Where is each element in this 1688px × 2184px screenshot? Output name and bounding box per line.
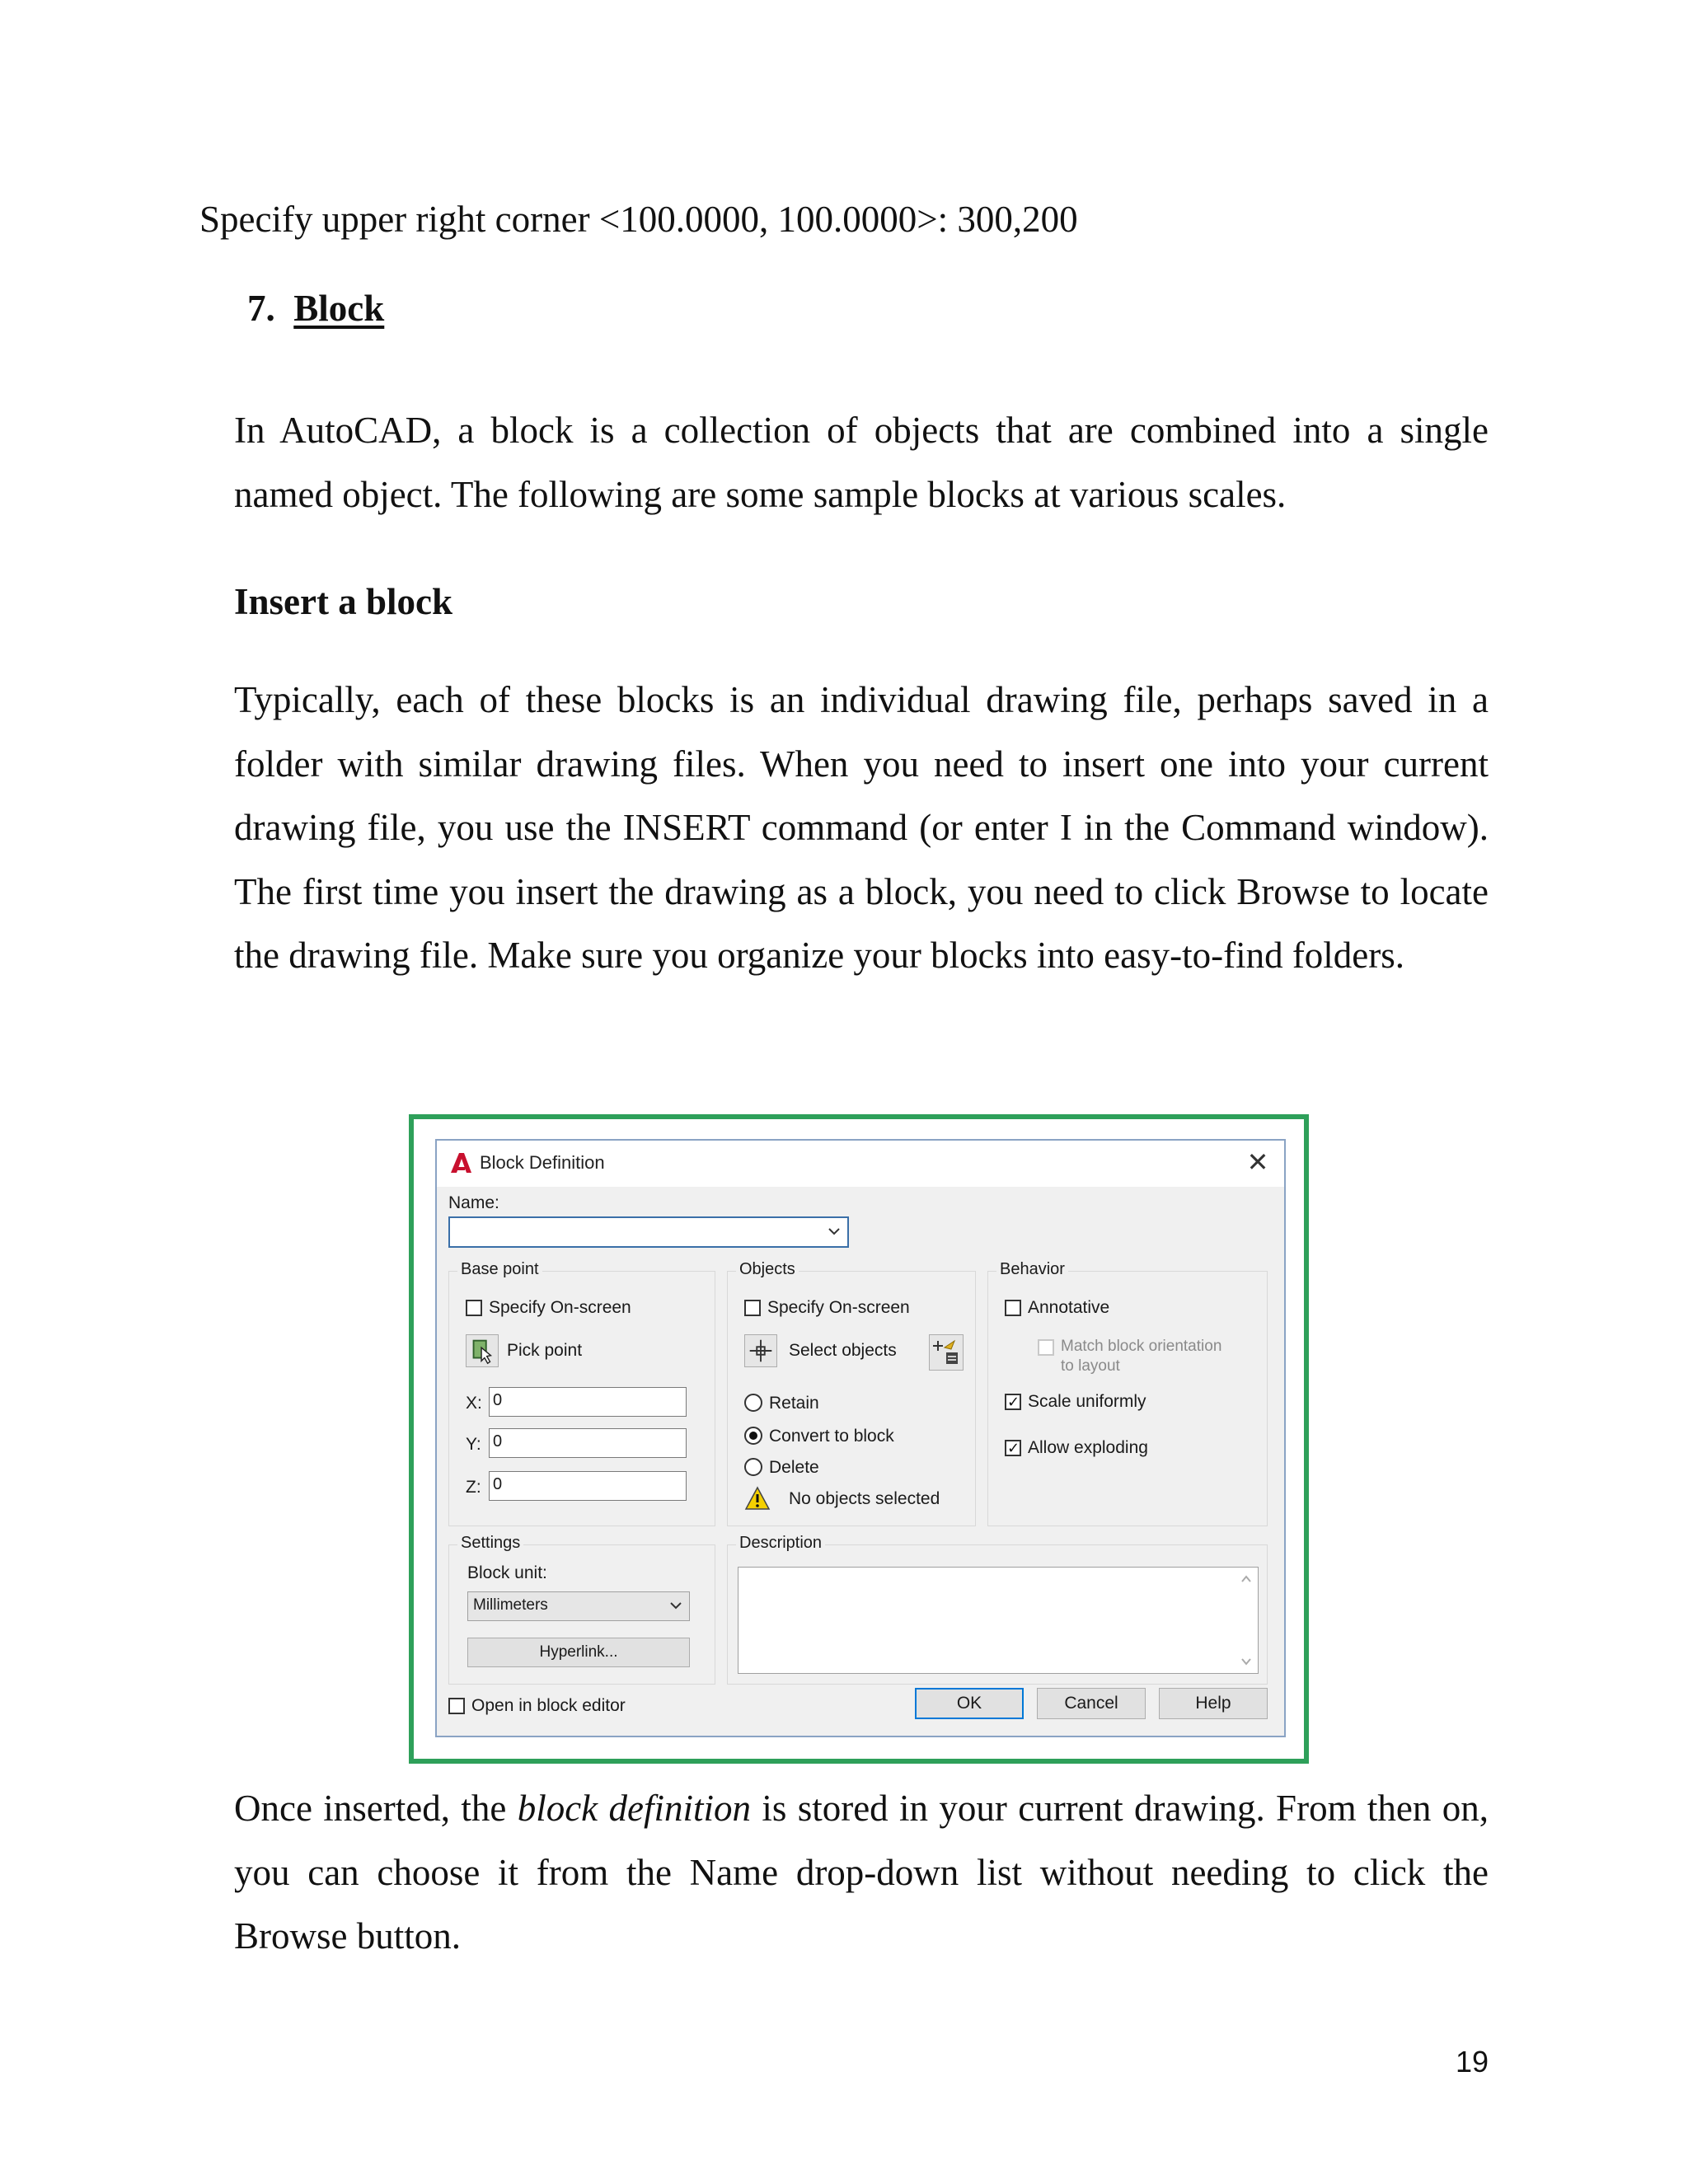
convert-to-block-radio[interactable] xyxy=(744,1427,762,1445)
hyperlink-button[interactable]: Hyperlink... xyxy=(467,1638,690,1667)
convert-to-block-label: Convert to block xyxy=(769,1427,894,1446)
match-orientation-label-2: to layout xyxy=(1061,1357,1120,1375)
delete-label: Delete xyxy=(769,1458,819,1477)
delete-radio[interactable] xyxy=(744,1458,762,1476)
closing-paragraph xyxy=(234,1777,1489,1969)
command-line-text: Specify upper right corner <100.0000, 100.0000>: 300,200 xyxy=(199,199,1078,240)
section-number: 7. xyxy=(247,288,275,329)
base-specify-onscreen-checkbox[interactable] xyxy=(466,1300,482,1316)
pick-point-label: Pick point xyxy=(507,1341,583,1360)
closing-text-2: is stored in your current drawing. From then on, you can choose it from the Name drop-down list without needing to click the Browse button. xyxy=(234,1788,1489,1957)
name-combobox[interactable] xyxy=(448,1216,849,1248)
scroll-down-icon[interactable] xyxy=(1240,1655,1253,1668)
quick-select-icon xyxy=(930,1335,963,1370)
insert-paragraph: Typically, each of these blocks is an individual drawing file, perhaps saved in a folder with similar drawing files. When you need to insert one into your current drawing file, you use the INSERT command (or enter I in the Command window). The first time you insert the drawing as a block, you need to click Browse to locate the drawing file. Make sure you organize your blocks into easy-to-find folders. xyxy=(234,679,1489,976)
retain-label: Retain xyxy=(769,1394,819,1413)
base-point-group xyxy=(448,1260,715,1526)
retain-radio[interactable] xyxy=(744,1394,762,1412)
x-input[interactable]: 0 xyxy=(489,1387,687,1417)
pick-point-button[interactable] xyxy=(466,1334,499,1367)
objects-group xyxy=(727,1260,976,1526)
annotative-checkbox[interactable] xyxy=(1005,1300,1021,1316)
autocad-logo-icon xyxy=(448,1151,473,1175)
pick-point-icon xyxy=(467,1335,498,1366)
description-title: Description xyxy=(736,1534,825,1553)
description-textarea[interactable] xyxy=(738,1567,1259,1674)
open-in-editor-label: Open in block editor xyxy=(471,1696,626,1715)
dialog-titlebar xyxy=(437,1141,1284,1187)
y-label: Y: xyxy=(466,1435,481,1454)
z-label: Z: xyxy=(466,1478,481,1497)
quick-select-button[interactable] xyxy=(929,1334,964,1371)
z-input[interactable]: 0 xyxy=(489,1471,687,1501)
y-input[interactable]: 0 xyxy=(489,1428,687,1458)
allow-exploding-label: Allow exploding xyxy=(1028,1438,1148,1457)
open-in-editor-checkbox[interactable] xyxy=(448,1698,465,1714)
match-orientation-checkbox xyxy=(1038,1339,1054,1356)
close-icon: ✕ xyxy=(1246,1147,1269,1177)
base-specify-onscreen-label: Specify On-screen xyxy=(489,1298,631,1317)
dialog-screenshot-frame xyxy=(409,1114,1309,1764)
settings-title: Settings xyxy=(457,1534,523,1553)
block-unit-value: Millimeters xyxy=(473,1596,548,1614)
crosshair-icon xyxy=(745,1335,776,1366)
page-number: 19 xyxy=(1455,2045,1489,2079)
cancel-button[interactable]: Cancel xyxy=(1037,1688,1146,1719)
base-point-title: Base point xyxy=(457,1260,542,1279)
match-orientation-label: Match block orientation xyxy=(1061,1338,1222,1355)
behavior-group xyxy=(987,1260,1268,1526)
section-heading xyxy=(247,284,384,333)
closing-text-italic: block definition xyxy=(517,1788,751,1829)
help-button[interactable]: Help xyxy=(1159,1688,1268,1719)
select-objects-label: Select objects xyxy=(789,1341,897,1360)
ok-button[interactable]: OK xyxy=(915,1688,1024,1719)
intro-paragraph: In AutoCAD, a block is a collection of objects that are combined into a single named object. The following are some sample blocks at various scales. xyxy=(234,410,1489,515)
annotative-label: Annotative xyxy=(1028,1298,1110,1317)
subheading-insert-block: Insert a block xyxy=(234,581,453,622)
settings-group xyxy=(448,1534,715,1685)
chevron-down-icon xyxy=(826,1223,842,1240)
select-objects-button[interactable] xyxy=(744,1334,777,1367)
scroll-up-icon[interactable] xyxy=(1240,1572,1253,1586)
objects-specify-onscreen-label: Specify On-screen xyxy=(767,1298,910,1317)
scale-uniformly-label: Scale uniformly xyxy=(1028,1392,1146,1411)
close-button[interactable] xyxy=(1241,1146,1274,1179)
closing-text-1: Once inserted, the xyxy=(234,1788,518,1829)
x-label: X: xyxy=(466,1394,482,1413)
warning-icon xyxy=(744,1486,771,1511)
objects-title: Objects xyxy=(736,1260,799,1279)
dialog-title: Block Definition xyxy=(480,1152,605,1173)
name-label: Name: xyxy=(448,1193,499,1212)
scale-uniformly-checkbox[interactable]: ✓ xyxy=(1005,1394,1021,1410)
block-unit-label: Block unit: xyxy=(467,1563,547,1582)
objects-status: No objects selected xyxy=(789,1489,940,1508)
section-title: Block xyxy=(293,288,385,329)
chevron-down-icon xyxy=(668,1597,684,1614)
block-unit-select[interactable] xyxy=(467,1591,690,1621)
objects-specify-onscreen-checkbox[interactable] xyxy=(744,1300,761,1316)
block-definition-dialog xyxy=(435,1139,1286,1737)
description-group xyxy=(727,1534,1268,1685)
behavior-title: Behavior xyxy=(996,1260,1068,1279)
allow-exploding-checkbox[interactable]: ✓ xyxy=(1005,1440,1021,1456)
